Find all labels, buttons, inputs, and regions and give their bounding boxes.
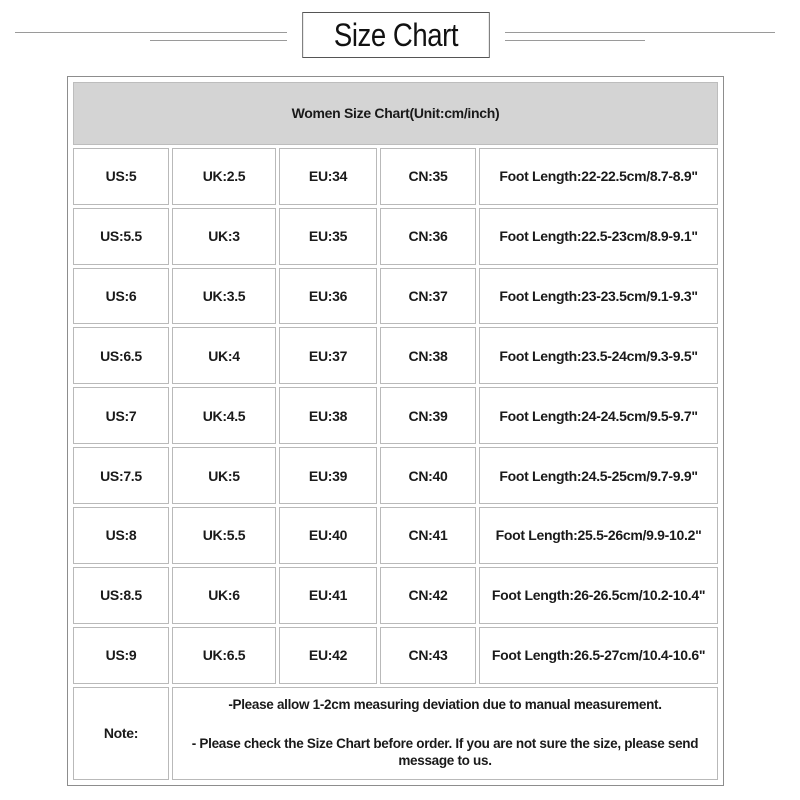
us-size-cell: US:6.5	[73, 327, 169, 384]
us-size-cell: US:8	[73, 507, 169, 564]
cn-size-cell: CN:37	[380, 268, 476, 325]
foot-length-cell: Foot Length:26-26.5cm/10.2-10.4"	[479, 567, 718, 624]
uk-size-cell: UK:6	[172, 567, 276, 624]
eu-size-cell: EU:42	[279, 627, 377, 684]
table-row	[73, 327, 718, 384]
cn-size-cell: CN:35	[380, 148, 476, 205]
cn-size-cell: CN:41	[380, 507, 476, 564]
table-heading: Women Size Chart(Unit:cm/inch)	[73, 82, 718, 145]
note-text	[172, 687, 718, 780]
uk-size-cell: UK:5.5	[172, 507, 276, 564]
table-row	[73, 627, 718, 684]
size-table	[70, 79, 721, 783]
foot-length-cell: Foot Length:22-22.5cm/8.7-8.9"	[479, 148, 718, 205]
size-chart-table	[67, 76, 724, 786]
note-line-1: -Please allow 1-2cm measuring deviation due to manual measurement.	[228, 696, 662, 712]
foot-length-cell: Foot Length:26.5-27cm/10.4-10.6"	[479, 627, 718, 684]
cn-size-cell: CN:42	[380, 567, 476, 624]
uk-size-cell: UK:4	[172, 327, 276, 384]
us-size-cell: US:7.5	[73, 447, 169, 504]
cn-size-cell: CN:40	[380, 447, 476, 504]
foot-length-cell: Foot Length:24.5-25cm/9.7-9.9"	[479, 447, 718, 504]
cn-size-cell: CN:38	[380, 327, 476, 384]
note-row	[73, 687, 718, 780]
uk-size-cell: UK:3.5	[172, 268, 276, 325]
us-size-cell: US:5	[73, 148, 169, 205]
foot-length-cell: Foot Length:25.5-26cm/9.9-10.2"	[479, 507, 718, 564]
decorative-rule	[505, 40, 645, 41]
us-size-cell: US:6	[73, 268, 169, 325]
table-row	[73, 447, 718, 504]
table-row	[73, 208, 718, 265]
us-size-cell: US:9	[73, 627, 169, 684]
cn-size-cell: CN:36	[380, 208, 476, 265]
eu-size-cell: EU:34	[279, 148, 377, 205]
note-line-2: - Please check the Size Chart before order. If you are not sure the size, please send message to us.	[191, 735, 699, 768]
eu-size-cell: EU:37	[279, 327, 377, 384]
us-size-cell: US:8.5	[73, 567, 169, 624]
uk-size-cell: UK:4.5	[172, 387, 276, 444]
note-label: Note:	[73, 687, 169, 780]
decorative-rule	[150, 40, 287, 41]
eu-size-cell: EU:39	[279, 447, 377, 504]
table-row	[73, 567, 718, 624]
eu-size-cell: EU:36	[279, 268, 377, 325]
foot-length-cell: Foot Length:23-23.5cm/9.1-9.3"	[479, 268, 718, 325]
eu-size-cell: EU:35	[279, 208, 377, 265]
table-row	[73, 387, 718, 444]
table-row	[73, 148, 718, 205]
header	[0, 0, 800, 70]
foot-length-cell: Foot Length:23.5-24cm/9.3-9.5"	[479, 327, 718, 384]
uk-size-cell: UK:2.5	[172, 148, 276, 205]
uk-size-cell: UK:5	[172, 447, 276, 504]
foot-length-cell: Foot Length:22.5-23cm/8.9-9.1"	[479, 208, 718, 265]
table-row	[73, 507, 718, 564]
us-size-cell: US:7	[73, 387, 169, 444]
page-title: Size Chart	[302, 12, 489, 58]
cn-size-cell: CN:39	[380, 387, 476, 444]
cn-size-cell: CN:43	[380, 627, 476, 684]
decorative-rule	[505, 32, 775, 33]
uk-size-cell: UK:6.5	[172, 627, 276, 684]
table-row	[73, 268, 718, 325]
eu-size-cell: EU:41	[279, 567, 377, 624]
eu-size-cell: EU:38	[279, 387, 377, 444]
foot-length-cell: Foot Length:24-24.5cm/9.5-9.7"	[479, 387, 718, 444]
uk-size-cell: UK:3	[172, 208, 276, 265]
us-size-cell: US:5.5	[73, 208, 169, 265]
decorative-rule	[15, 32, 287, 33]
eu-size-cell: EU:40	[279, 507, 377, 564]
